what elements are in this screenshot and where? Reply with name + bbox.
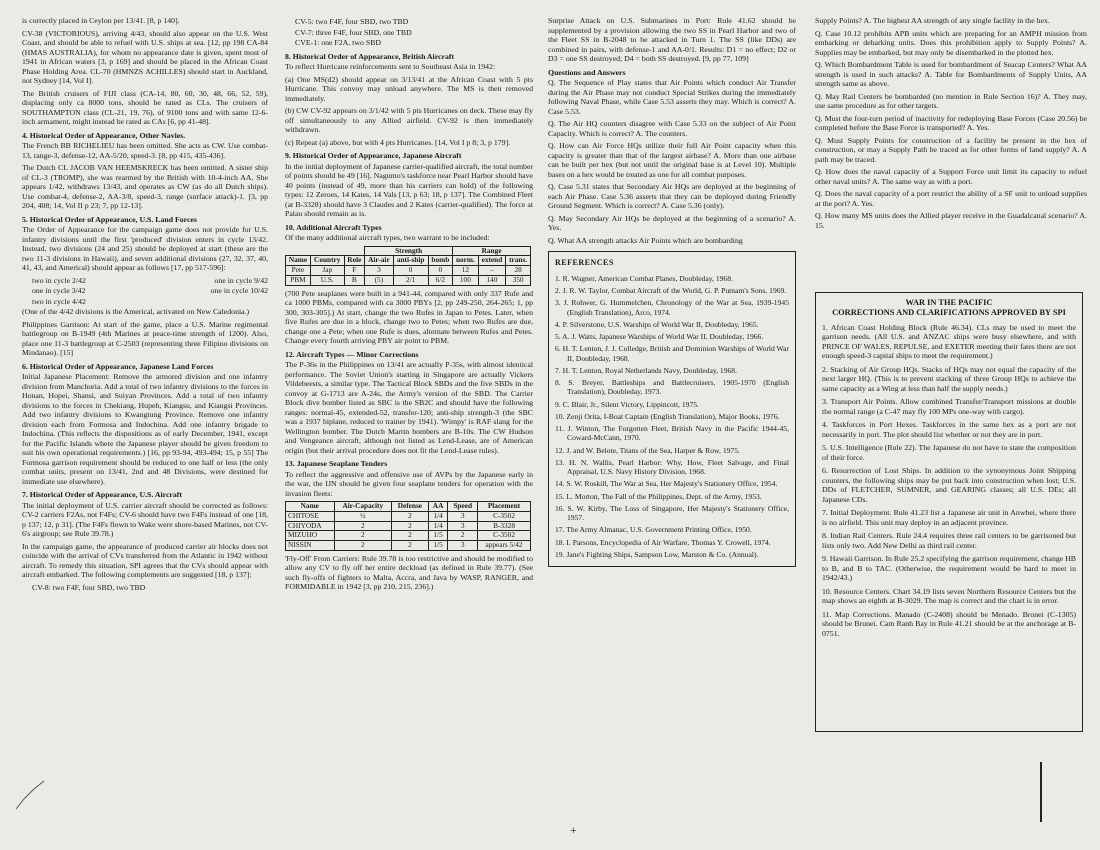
qa-item: Q. Case 10.12 prohibits APB units which are preparing for an AMPH mission from embarking or debarking units. Does this prohibition apply to Supply Points? A. Supplies may be embarked, but may only be disembarked in the plotted hex. [815,28,1087,57]
correction-item: 4. Taskforces in Port Hexes. Taskforces in the same hex as a port are not necessarily in port. The plot should list whether or not they are in port. [822,420,1076,439]
division-row [22,276,268,286]
paragraph: To reflect the aggressive and offensive use of AVPs by the Japanese early in the war, the IJN should be given four seaplane tenders for operation with the invasion fleets: [285,469,533,498]
table-cell: CHIYODA [286,521,335,531]
reference-item: 8. S. Breyer, Battleships and Battlecruisers, 1905-1970 (English Translation), Doubleday, 1973. [555,378,789,397]
plus-mark: + [570,823,577,837]
correction-item: 6. Resurrection of Lost Ships. In addition to the synonymous Joint Shipping counters, the following ships may be put back into construction when lost; U.S. DDs of FLETCHER, SUMNER, and GEARING classes; all U.S. DEs; all Japanese CDs. [822,466,1076,504]
section-heading: 7. Historical Order of Appearance, U.S. Aircraft [22,490,182,499]
table-cell: Jap [310,266,344,276]
table-cell: U.S. [310,275,344,285]
qa-item: Q. Does the naval capacity of a port restrict the ability of a SF unit to unload supplies at the port? A. Yes. [815,189,1087,208]
qa-item: Q. The Sequence of Play states that Air Points which conduct Air Transfer during the Air Phase may not conduct Special Strikes during the immediately following Naval Phase, while Case 5.53 asserts they may. Which is correct? A. Case 5.53. [548,78,796,116]
seaplane-tender-table [285,501,531,551]
table-header: AA [428,502,448,512]
qa-item: Q. Must Supply Points for construction of a facility be present in the hex of construction, or may a Supply Path be traced as for other forms of land supply? A. A path may be traced. [815,135,1087,164]
table-cell: CHITOSE [286,511,335,521]
qa-item: Supply Points? A. The highest AA strength of any single facility in the hex. [815,16,1050,25]
correction-item: 8. Indian Rail Centers. Rule 24.4 requires three rail centers to be garrisoned but lists only two. Add New Delhi as third rail center. [822,531,1076,550]
table-cell: 3 [365,266,394,276]
complement-line: CV-5: two F4F, four SBD, two TBD [295,17,409,26]
qa-item: Q. May Secondary Air HQs be deployed at the beginning of a scenario? A. Yes. [548,213,796,232]
section-heading: 4. Historical Order of Appearance, Other Navies. [22,130,186,140]
paragraph: The Order of Appearance for the campaign game does not provide for U.S. infantry divisions until the first 'produced' division enters in cycle 13/42. Instead, two divisions (24 and 25) should be deployed at start (these are the two 11-3 divisions in Hawaii), and seven additional divisions (27, 32, 37, 40, 41, 43, and Americal) should appear as follows [17, pp 517-596]: [22,225,268,272]
reference-item: 16. S. W. Kirby, The Loss of Singapore, Her Majesty's Stationery Office, 1957. [555,503,789,522]
section-heading: 9. Historical Order of Appearance, Japanese Aircraft [285,151,462,160]
reference-item: 15. L. Morton, The Fall of the Philippines, Dept. of the Army, 1953. [555,491,762,501]
division-cycle: one in cycle 3/42 [32,286,86,295]
column-3 [548,16,796,567]
division-cycle: one in cycle 9/42 [214,275,268,285]
correction-item: 11. Map Corrections. Manado (C-2408) should be Menado. Bronei (C-1305) should be Brunei. Cam Ranh Bay in Rule 41.21 should be at the anchorage at B-0751. [822,609,1076,638]
section-heading: 12. Aircraft Types — Minor Corrections [285,349,419,359]
qa-item: Q. How does the naval capacity of a Support Force unit limit its capacity to refuel other naval units? A. The same way as with a port. [815,167,1087,186]
reference-item: 9. C. Blair, Jr., Silent Victory, Lippincott, 1975. [555,399,699,409]
section-heading: 10. Additional Aircraft Types [285,222,382,232]
table-header: Country [310,256,344,266]
table-header: Air-Capacity [334,502,391,512]
table-header: Name [286,256,311,266]
references-box [548,251,796,567]
table-cell: 350 [506,275,531,285]
table-header: Placement [478,502,531,512]
division-cycle: one in cycle 10/42 [210,286,268,295]
qa-item: Q. Case 5.31 states that Secondary Air HQs are deployed at the beginning of each Air Phase. Case 5.36 asserts that they can be deployed during Friendly Ground Segment. Which is correct? A. Case 5.36 (only). [548,182,796,210]
qa-item: Q. The Air HQ counters disagree with Case 5.33 on the subject of Air Point Capacity. Which is correct? A. The counters. [548,119,796,138]
reference-item: 18. I. Parsons, Encyclopedia of Air Warfare, Thomas Y. Crowell, 1974. [555,537,771,547]
table-cell: 2 [391,511,428,521]
reference-item: 14. S. W. Roskill, The War at Sea, Her Majesty's Stationery Office, 1954. [555,479,778,489]
table-cell: 2/1 [393,275,428,285]
table-cell: 1/4 [428,521,448,531]
qa-item: Q. Must the four-turn period of inactivity for redeploying Base Forces (Case 20.56) be completed before the Base Force is transported? A. Yes. [815,113,1087,132]
table-cell: 2 [334,521,391,531]
table-cell: 0 [428,266,453,276]
paragraph: (c) Repeat (a) above, but with 4 pts Hurricanes. [14, Vol I p 8; 3, p 179]. [285,137,511,147]
paragraph: The P-36s in the Philippines on 13/41 are actually P-35s, with almost identical performance. The Soviet Union's starting in Singapore are actually Vickers Vildebeests, a similar type. The Tactical Block SBDs and the five SBDs in the convoy at G-1713 are A-24s, the Army's version of the SBD. The Carrier Block dive bomber listed as SBC is the SB2C and should have the following ranges: normal-45, extended-52, transfer-120; anti-ship strength-3 (the SBC was a 1937 biplane, reduced to trainer by 1941). 'Wimpy' is RAF slang for the Wellington bomber. The Dutch Martin bombers are B-10s. The CW Hudson and Vengeance aircraft, although not listed as Lend-Lease, are of American origin (but their arrival procedure does not fit the Lend-Lease rules). [285,360,533,455]
section-heading: 5. Historical Order of Appearance, U.S. Land Forces [22,214,197,224]
table-cell: 2 [391,531,428,541]
references-title: REFERENCES [555,258,614,267]
table-cell: 3 [448,541,478,551]
paragraph: In the campaign game, the appearance of produced carrier air blocks does not coincide with the arrival of CVs transferred from the Atlantic in 1942 without aircraft. To remedy this situation, SPI agrees that the CVs should appear with aircraft embarked. The following complements are suggested [18, p 137]: [22,541,268,579]
table-header: Range [453,246,531,256]
table-cell: B [344,275,365,285]
table-cell: 12 [453,266,479,276]
table-header: norm. [453,256,479,266]
table-row [286,511,531,521]
table-header: Defense [391,502,428,512]
paragraph: Philippines Garrison: At start of the game, place a U.S. Marine regimental battlegroup on B-1949 (4th Marines at peace-time strength of 1200). Also, place one 11-3 battlegroup at C-2503 (representing three Filipino divisions on Mindanao). [15] [22,319,268,357]
table-cell: 140 [478,275,506,285]
vertical-rule [1040,762,1042,822]
table-cell: 6/2 [428,275,453,285]
correction-item: 7. Initial Deployment. Rule 41.23 list a Japanese air unit in Anwhei, where there is no airfield. This unit may deploy in an adjacent province. [822,508,1076,527]
table-header: trans. [506,256,531,266]
correction-item: 5. U.S. Intelligence (Rule 22). The Japanese do not have to state the composition of their force. [822,443,1076,462]
paragraph: (700 Pete seaplanes were built in a 941-44, compared with only 337 Rufe and ca 1000 PBMs, compared with ca 3000 PBYs [2, pp 249-250, 264-265; 1, pp 300, 303-305].) At start, change the two Rufes in Japan to Petes. Later, when five Rufes are due in a block, change two to Petes; when two Rufes are due, change one a Pete; when one Rufe is dues, alternate between Rufes and Petes. Change every fourth arriving PBY air point to PBM. [285,288,533,345]
pencil-mark [14,775,54,811]
correction-item: 9. Hawaii Garrison. In Rule 25.2 specifying the garrison requirement, change HB to B, and B to TAC. (Otherwise, the requirement would be hard to meet in 1942/43.) [822,554,1076,582]
division-cycle: two in cycle 4/42 [32,296,86,306]
table-cell: 2 [334,531,391,541]
aircraft-table [285,246,531,286]
paragraph: (b) CW CV-92 appears on 3/1/42 with 5 pts Hurricanes on deck. These may fly off simultaneously to any Allied airfield. CV-92 is then immediately withdrawn. [285,106,533,134]
table-cell: F [344,266,365,276]
table-cell: 0 [393,266,428,276]
reference-item: 11. J. Winton, The Forgotten Fleet, British Navy in the Pacific 1944-45, Coward-McCann, 1970. [555,424,789,443]
table-row [286,275,531,285]
qa-item: Q. How can Air Force HQs utilize their full Air Point capacity when this capacity is greater than that of the largest airbase? A. More than one airbase can be built per hex (but not until the original base is at Level 10). Multiple bases on a hex would be treated as one for all combat purposes. [548,141,796,179]
table-header: Strength [365,246,453,256]
table-header: Air-air [365,256,394,266]
box-subtitle: CORRECTIONS AND CLARIFICATIONS APPROVED BY SPI [832,308,1066,318]
table-row [286,266,531,276]
paragraph: The British cruisers of FIJI class (CA-14, 80, 60, 30, 48, 66, 52, 59), displacing only ca 8000 tons, should be rated as CLs. The cruisers of SOUTHAMPTON class (CL-21, 19, 76), of 9100 tons and with same 12-6-inch armament, might instead be rated as CAs [6, pp 41-48]. [22,88,268,126]
table-cell: C-3502 [478,531,531,541]
qa-item: Q. May Rail Centers be bombarded (no mention in Rule Section 16)? A. They may, use same procedure as for other targets. [815,91,1087,110]
complement-line: CV-7: three F4F, four SBD, one TBD [295,27,412,37]
table-row [286,541,531,551]
table-header: bomb [428,256,453,266]
correction-item: 1. African Coast Holding Block (Rule 46.34). CLs may be used to meet the garrison needs. (All U.S. and ANZAC ships were busy elsewhere, and with PRINCE OF WALES, REPULSE, and EXETER meeting their fates there are not enough speed-3 capital ships to meet the requirement.) [822,322,1076,360]
reference-item: 7. H. T. Lenton, Royal Netherlands Navy, Doubleday, 1968. [555,365,738,375]
section-heading: 8. Historical Order of Appearance, British Aircraft [285,51,455,61]
table-cell: (5) [365,275,394,285]
table-cell: 2 [448,531,478,541]
table-cell: PBM [286,275,311,285]
reference-item: 1. R. Wagner, American Combat Planes, Doubleday, 1968. [555,273,733,283]
section-heading: Questions and Answers [548,67,626,77]
table-header: Role [344,256,365,266]
paragraph: (a) One MS(d2) should appear on 3/13/41 at the African Coast with 5 pts Hurricane. This convoy may unload anywhere. The MS is then removed immediately. [285,74,533,103]
reference-item: 17. The Army Almanac, U.S. Government Printing Office, 1950. [555,525,752,535]
paragraph: is correctly placed in Ceylon per 13/41. [8, p 140]. [22,16,180,25]
table-cell: 3 [448,521,478,531]
section-heading: 6. Historical Order of Appearance, Japanese Land Forces [22,361,214,371]
correction-item: 2. Stacking of Air Group HQs. Stacks of HQs may not equal the capacity of the next larger HQ. (This is to prevent stacking of three Group HQs to achieve the same capacity as a Wing at less than half the supply needs.) [822,364,1076,393]
reference-item: 5. A. J. Watts, Japanese Warships of World War II, Doubleday, 1966. [555,332,764,341]
column-4 [815,16,1087,233]
reference-item: 19. Jane's Fighting Ships, Sampson Low, Marston & Co. (Annual). [555,549,759,559]
paragraph: (One of the 4/42 divisions is the Americal, activated on New Caledonia.) [22,307,250,316]
reference-item: 2. J. R. W. Taylor, Combat Aircraft of the World, G. P. Putnam's Sons, 1969. [555,286,787,295]
table-cell: 1/5 [428,541,448,551]
table-cell: 1/5 [428,531,448,541]
reference-item: 3. J. Rohwer, G. Hummelchen, Chronology of the War at Sea, 1939-1945 (English Translation), Arco, 1974. [555,298,789,317]
qa-item: Q. How many MS units does the Allied player receive in the Guadalcanal scenario? A. 15. [815,211,1087,230]
table-cell: 100 [453,275,479,285]
paragraph: In the initial deployment of Japanese carrier-qualified aircraft, the total number of points should be 49 [16]. Nagumo's taskforce near Pearl Harbor should have 40 points (instead of 49, more than his carriers can hold) of the following types: 12 Zeroes, 14 Kates, 14 Vals [13, p 63; 18, p 137]. The Combined Fleet (at B-3328) should have 3 Claudes and 2 Kates (carrier-qualified). The force at Palau should remain as is. [285,161,533,218]
reference-item: 4. P. Silverstone, U.S. Warships of World War II, Doubleday, 1965. [555,319,759,329]
paragraph: The French BB RICHELIEU has been omitted. She acts as CW. Use combat-13, range-3, defense-12, AA-5/20, speed-3. [8, pp 415, 435-436]. [22,141,268,160]
qa-item: Q. Which Bombardment Table is used for bombardment of Seacap Centers? What AA strength is used in such attacks? A. Table for Bombardments of Supply Units, AA strength same as above. [815,60,1087,88]
reference-item: 10. Zenji Orita, I-Boat Captain (English Translation), Major Books, 1976. [555,411,780,421]
table-cell: C-3502 [478,511,531,521]
qa-item: Q. What AA strength attacks Air Points which are bombarding [548,235,743,245]
table-cell: appears 5/42 [478,541,531,551]
paragraph: Initial Japanese Placement: Remove the armored division and one infantry division from Manchuria. Add a total of two infantry divisions to the forces in Honan, Hopei, Shansi, and Suiyan Provinces. Add a total of two infantry divisions to the forces in Chekiang, Hupeh, Kiangsu, and Kiangsi Provinces. Add two infantry divisions to Kwangtung Province. Remove one infantry division each from Formosa and Indochina. Add one infantry brigade to Indochina. (This reflects the dispositions as of early December, 1941, except for the Pacific Islands where the Japanese player should be given freedom to suit his own operational requirements.) [16, pp 93-94, 493-494; 15, p 55] The Formosa garrison requirement should be reduced to one half or less (the only combat units, present on 13/41, 2nd and 48 Divisions, were destined for immediate use elsewhere). [22,372,268,486]
column-1 [22,16,268,593]
reference-item: 13. H. N. Wallis, Pearl Harbor: Why, How, Fleet Salvage, and Final Appraisal, U.S. Navy History Division, 1968. [555,457,789,476]
table-cell: MIZUHO [286,531,335,541]
column-2 [285,16,533,595]
paragraph: Surprise Attack on U.S. Submarines in Port: Rule 41.62 should be supplemented by a provision allowing the two SS in Pearl Harbor and two of the Fleet SS in B-2048 to be attacked in Turn 1. The SS (like DDs) are combined in pairs, with defense-1 and AA-0/1. Results: D1 = no effect; D2 or D3 = one SS destroyed; D4 = both SS destroyed. [9, pp 77, 109] [548,16,796,63]
table-cell: – [478,266,506,276]
division-cycle: two in cycle 2/42 [32,275,86,285]
table-cell: 2 [334,541,391,551]
paragraph: The initial deployment of U.S. carrier aircraft should be corrected as follows: CV-2 carriers F2As, not F4Fs; CV-6 should have two F4Fs instead of one [18, p 137; 12, p 31]. (The F4Fs flown to Wake were shore-based Marines, not CV-6's airgroup; see Rule 39.78.) [22,500,268,538]
paragraph: CV-38 (VICTORIOUS), arriving 4/43, should also appear on the U.S. West Coast, and should be able to refuel with U.S. ships at sea. [12, pp 198 CA-84 (HMAS AUSTRALIA), for whom no appearance date is given, spent most of 1941 in African waters [3, p 169] and should be placed in the African Coast Phase Holding Area. CL-70 (HMNZS ACHILLES) should start in Auckland, not Sydney [14, Vol I]. [22,28,268,85]
table-cell: 1/4 [428,511,448,521]
complement-line: CV-8: two F4F, four SBD, two TBD [32,582,146,592]
correction-item: 3. Transport Air Points. Allow combined Transfer/Transport missions at double the normal range (a C-47 may fly 100 MPs one-way with cargo). [822,397,1076,416]
reference-item: 12. J. and W. Belote, Titans of the Sea, Harper & Row, 1975. [555,445,740,455]
corrections-box [815,292,1083,732]
table-header: Speed [448,502,478,512]
table-cell: B-3328 [478,521,531,531]
table-cell: 2 [391,541,428,551]
table-cell: 3 [448,511,478,521]
correction-item: 10. Resource Centers. Chart 34.19 lists seven Northern Resource Centers but the map shows an eighth at B-3029. The map is correct and the chart is in error. [822,586,1076,605]
table-cell: NISSIN [286,541,335,551]
table-cell: 2 [391,521,428,531]
box-title: WAR IN THE PACIFIC [905,298,993,307]
paragraph: To reflect Hurricane reinforcements sent to Southeast Asia in 1942: [285,62,496,71]
table-cell: 28 [506,266,531,276]
reference-item: 6. H. T. Lenton, J. J. Colledge, British and Dominion Warships of World War II, Doubleday, 1968. [555,344,789,363]
complement-line: CVE-1: one F2A, two SBD [295,38,381,47]
table-cell: ½ [334,511,391,521]
table-header: Name [286,502,335,512]
division-row [22,286,268,296]
table-header: extend [478,256,506,266]
section-heading: 13. Japanese Seaplane Tenders [285,459,388,468]
paragraph: 'Fly-Off' From Carriers: Rule 39.78 is too restrictive and should be modified to allow any CV to fly off her entire deckload (as defined in Rule 39.77). (See such fly-offs of fighters to Malta, Accra, and Java by WASP, RANGER, and FORMIDABLE in 1942 [3, pp 210, 215, 236].) [285,553,533,592]
paragraph: Of the many additional aircraft types, two warrant to be included: [285,233,490,242]
table-cell: Pete [286,266,311,276]
paragraph: The Dutch CL JACOB VAN HEEMSKRECK has been omitted. A sister ship of CL-3 (TROMP), she was rearmed by the British with 10-4-inch AA. She appears 1/42, withdraws 13/43, and operates as CW (as do all Dutch ships). Use combat-4, defense-2, AA-3/8, speed-3, range (surface attack)-1. [3, pp 204, 408; 14, Vol II p 23; 7, pp 12-13]. [22,163,268,210]
table-header: anti-ship [393,256,428,266]
